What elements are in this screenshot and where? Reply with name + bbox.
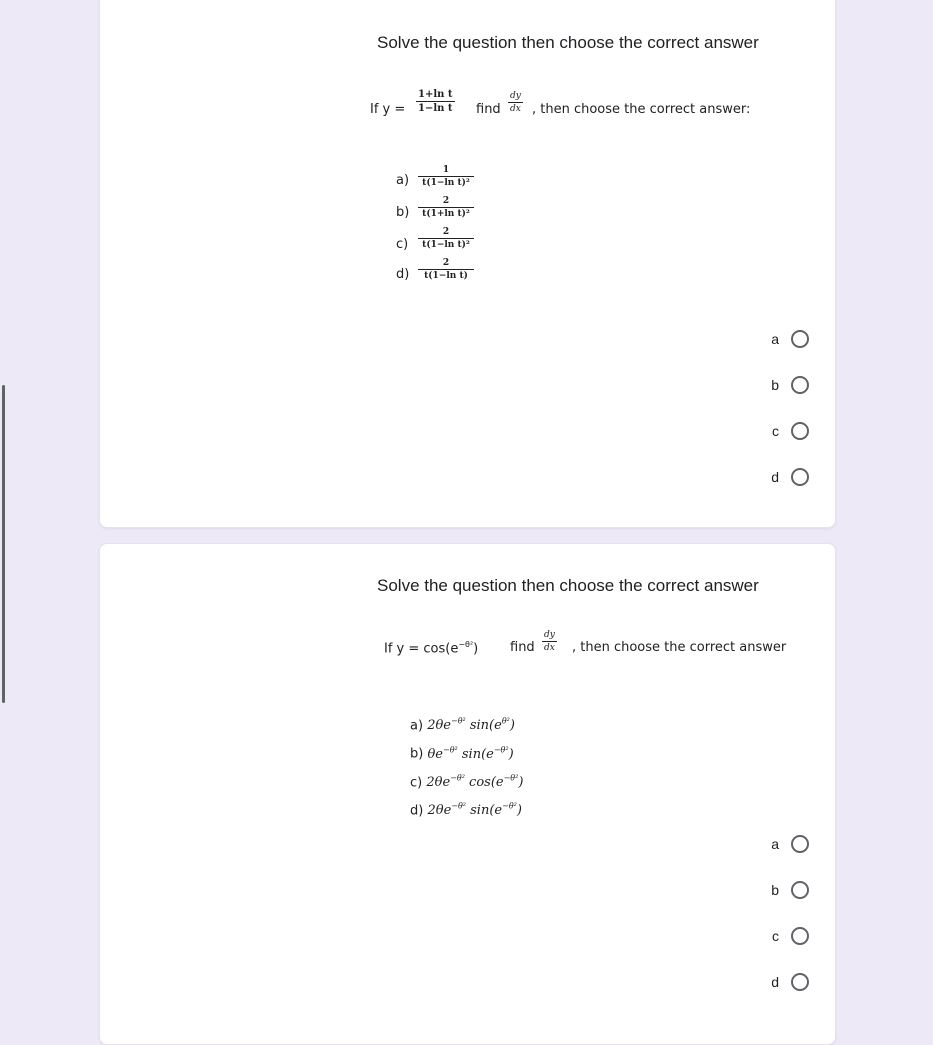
stem-prefix bbox=[384, 640, 478, 656]
stem-fraction-den: 1−ln t bbox=[418, 103, 453, 114]
choice-num: 2 bbox=[418, 227, 474, 239]
option-b[interactable] bbox=[771, 878, 809, 902]
choice-letter: b) bbox=[396, 205, 410, 220]
option-a[interactable] bbox=[771, 832, 809, 856]
stem-prefix: If y = bbox=[370, 102, 406, 117]
choice-d-fraction bbox=[418, 258, 474, 281]
stem-dy: dy bbox=[510, 91, 521, 101]
choice-b bbox=[410, 738, 610, 766]
choice-letter: d) bbox=[396, 267, 410, 282]
stem-suffix: , then choose the correct answer bbox=[572, 640, 787, 655]
option-label: b bbox=[771, 882, 779, 898]
choice-close: ) bbox=[516, 803, 522, 819]
choice-coef: θe bbox=[427, 746, 443, 762]
option-label: b bbox=[771, 377, 779, 393]
choice-num: 2 bbox=[418, 258, 474, 270]
option-label: a bbox=[771, 836, 779, 852]
choice-letter: c) bbox=[410, 774, 423, 790]
option-c[interactable] bbox=[772, 419, 809, 443]
choice-letter: c) bbox=[396, 237, 409, 252]
stem-find: find bbox=[510, 640, 535, 655]
choice-den: t(1−ln t) bbox=[424, 271, 468, 281]
stem-exponent: −θ² bbox=[458, 640, 474, 649]
option-label: a bbox=[771, 331, 779, 347]
option-c[interactable] bbox=[772, 924, 809, 948]
choice-coef: 2θe bbox=[426, 774, 451, 790]
stem-close: ) bbox=[473, 641, 479, 657]
stem-prefix-text: If y = cos(e bbox=[384, 641, 459, 657]
choices-image bbox=[396, 165, 516, 299]
choice-den: t(1−ln t)² bbox=[422, 178, 470, 188]
choice-exp1: −θ² bbox=[450, 717, 466, 726]
stem-suffix: , then choose the correct answer: bbox=[532, 102, 751, 117]
choice-den: t(1−ln t)² bbox=[422, 240, 470, 250]
stem-dy: dy bbox=[544, 630, 555, 640]
choice-exp1: −θ² bbox=[450, 773, 465, 783]
option-a[interactable] bbox=[771, 327, 809, 351]
choice-exp2: −θ² bbox=[502, 801, 517, 811]
option-label: d bbox=[771, 974, 779, 990]
choice-letter: d) bbox=[410, 803, 424, 819]
radio-button[interactable] bbox=[791, 973, 809, 991]
choice-coef: 2θe bbox=[427, 718, 451, 734]
question-title: Solve the question then choose the correct answer bbox=[377, 33, 759, 52]
stem-derivative bbox=[508, 91, 523, 114]
choice-d bbox=[410, 795, 610, 823]
choice-a-fraction bbox=[418, 165, 474, 188]
choice-b-fraction bbox=[418, 196, 474, 219]
radio-button[interactable] bbox=[791, 468, 809, 486]
choice-exp1: −θ² bbox=[443, 745, 458, 755]
choice-c bbox=[410, 767, 610, 795]
choice-c-fraction bbox=[418, 227, 474, 250]
choice-letter: a) bbox=[396, 173, 410, 188]
choice-fn: cos(e bbox=[464, 774, 504, 790]
question-card-1 bbox=[99, 0, 836, 528]
radio-button[interactable] bbox=[791, 422, 809, 440]
choice-fn: sin(e bbox=[457, 746, 494, 762]
stem-dx: dx bbox=[544, 643, 555, 653]
stem-fraction bbox=[416, 89, 455, 114]
option-label: c bbox=[772, 423, 779, 439]
question-title: Solve the question then choose the correct answer bbox=[377, 576, 759, 595]
stem-fraction-num: 1+ln t bbox=[418, 89, 453, 100]
radio-button[interactable] bbox=[791, 376, 809, 394]
choice-close: ) bbox=[509, 718, 515, 734]
choice-num: 2 bbox=[418, 196, 474, 208]
option-label: d bbox=[771, 469, 779, 485]
option-label: c bbox=[772, 928, 779, 944]
radio-button[interactable] bbox=[791, 835, 809, 853]
choice-letter: b) bbox=[410, 746, 424, 762]
radio-button[interactable] bbox=[791, 927, 809, 945]
choice-exp2: θ² bbox=[501, 717, 510, 726]
choice-den: t(1+ln t)² bbox=[422, 209, 470, 219]
choice-close: ) bbox=[518, 774, 524, 790]
radio-button[interactable] bbox=[791, 330, 809, 348]
option-b[interactable] bbox=[771, 373, 809, 397]
stem-find: find bbox=[476, 102, 501, 117]
choice-letter: a) bbox=[410, 718, 424, 734]
choice-fn: sin(e bbox=[465, 718, 502, 734]
choice-exp2: −θ² bbox=[503, 773, 519, 783]
choice-exp2: −θ² bbox=[493, 745, 509, 755]
choice-coef: 2θe bbox=[427, 803, 452, 819]
option-d[interactable] bbox=[771, 465, 809, 489]
question-card-2 bbox=[99, 543, 836, 1045]
stem-derivative bbox=[542, 630, 557, 653]
choice-a bbox=[410, 710, 610, 738]
option-d[interactable] bbox=[771, 970, 809, 994]
question-stem-image bbox=[384, 632, 824, 668]
choice-close: ) bbox=[508, 746, 514, 762]
question-stem-image bbox=[370, 89, 800, 129]
scrollbar[interactable] bbox=[2, 385, 5, 703]
stem-dx: dx bbox=[510, 104, 521, 114]
choice-num: 1 bbox=[418, 165, 474, 177]
radio-button[interactable] bbox=[791, 881, 809, 899]
choice-exp1: −θ² bbox=[451, 801, 466, 811]
choice-fn: sin(e bbox=[466, 803, 503, 819]
